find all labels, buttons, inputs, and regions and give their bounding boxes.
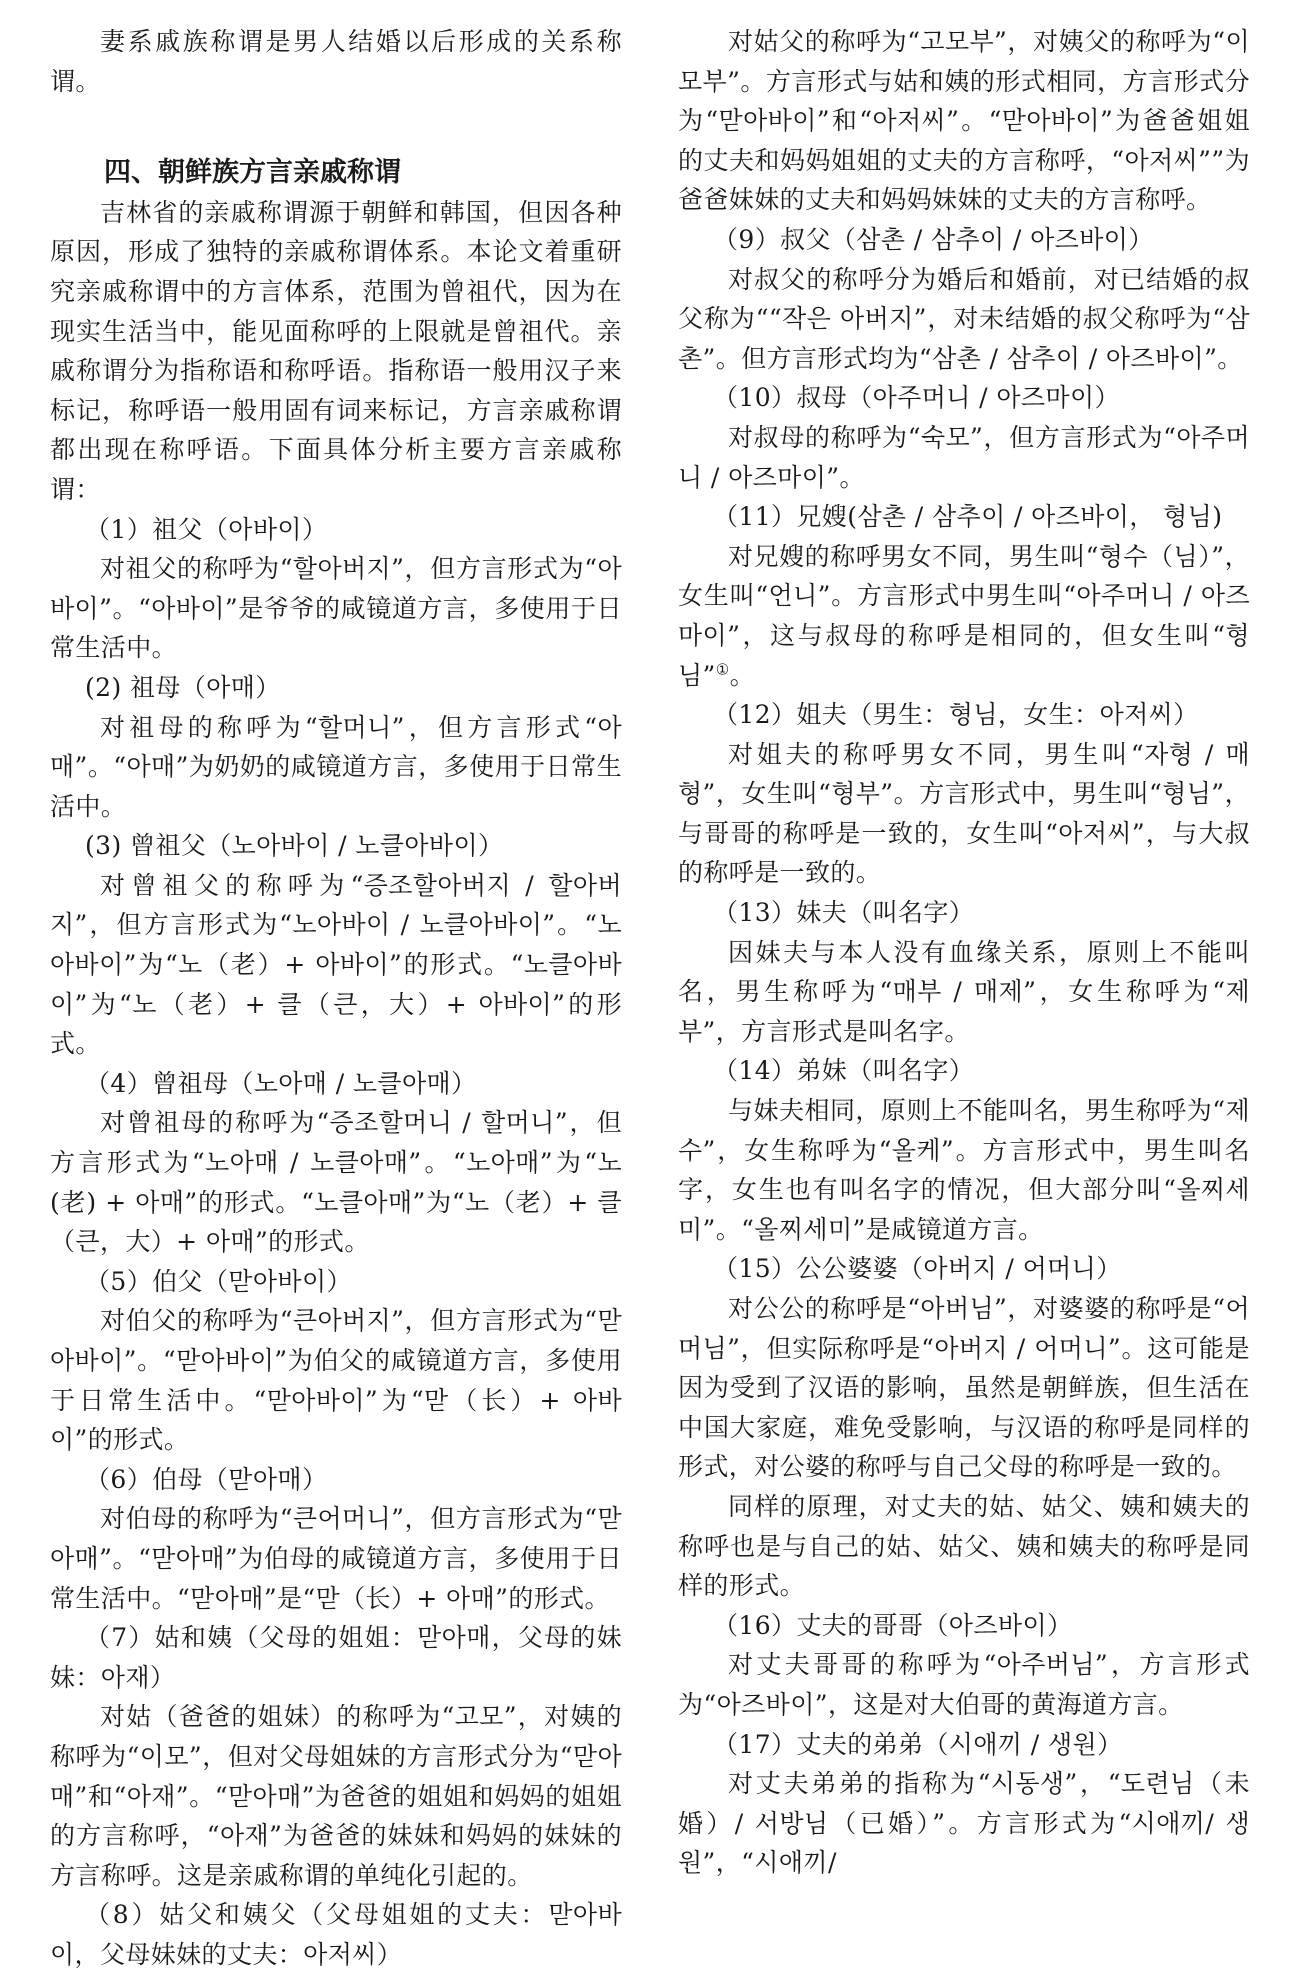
intro-paragraph: 妻系戚族称谓是男人结婚以后形成的关系称谓。 <box>50 27 622 96</box>
item-text-8: 对姑父的称呼为“고모부”，对姨父的称呼为“이모부”。方言形式与姑和姨的形式相同，方言形式分为“맏아바이”和“아저씨”。“맏아바이”为爸爸姐姐的丈夫和妈妈姐姐的丈夫的方言称呼，“아저씨””为爸爸妹妹的丈夫和妈妈妹妹的丈夫的方言称呼。 <box>678 27 1250 215</box>
item-text-3: 对曾祖父的称呼为“증조할아버지 / 할아버지”，但方言形式为“노아바이 / 노클아바이”。“노아바이”为“노（老）+ 아바이”的形式。“노클아바이”为“노（老）+ 클（큰，大）+ 아바이”的形式。 <box>50 870 622 1059</box>
item-text-11-end: 。 <box>729 660 755 690</box>
item-text-14: 与妹夫相同，原则上不能叫名，男生称呼为“제수”，女生称呼为“올케”。方言形式中，男生叫名字，女生也有叫名字的情况，但大部分叫“올찌세미”。“올찌세미”是咸镜道方言。 <box>678 1096 1250 1244</box>
item-text-11 <box>678 537 1250 695</box>
left-column <box>50 22 622 1975</box>
item-heading-5: （5）伯父（맏아바이） <box>85 1266 352 1296</box>
item-heading-1: （1）祖父（아바이） <box>85 514 328 544</box>
item-heading-14: （14）弟妹（叫名字） <box>713 1056 975 1086</box>
item-heading-16: （16）丈夫的哥哥（아즈바이） <box>713 1610 1073 1640</box>
item-text-11-body: 对兄嫂的称呼男女不同，男生叫“형수（님）”，女生叫“언니”。方言形式中男生叫“아주머니 / 아즈마이”，这与叔母的称呼是相同的，但女生叫“형님” <box>678 541 1250 690</box>
item-heading-11: （11）兄嫂(삼촌 / 삼추이 / 아즈바이， 형님) <box>713 502 1223 532</box>
item-text-15: 对公公的称呼是“아버님”，对婆婆的称呼是“어머님”，但实际称呼是“아버지 / 어머니”。这可能是因为受到了汉语的影响，虽然是朝鲜族，但生活在中国大家庭，难免受影响，与汉语的称呼是同样的形式，对公婆的称呼与自己父母的称呼是一致的。 <box>678 1294 1250 1482</box>
item-heading-9: （9）叔父（삼촌 / 삼추이 / 아즈바이） <box>713 224 1154 254</box>
footnote-marker: ① <box>715 660 730 679</box>
item-text-13: 因妹夫与本人没有血缘关系，原则上不能叫名，男生称呼为“매부 / 매제”，女生称呼为“제부”，方言形式是叫名字。 <box>678 937 1250 1046</box>
right-column <box>678 22 1250 1883</box>
item-text-12: 对姐夫的称呼男女不同，男生叫“자형 / 매형”，女生叫“형부”。方言形式中，男生叫“형님”，与哥哥的称呼是一致的，女生叫“아저씨”，与大叔的称呼是一致的。 <box>678 739 1250 888</box>
section-heading: 四、朝鲜族方言亲戚称谓 <box>104 157 401 189</box>
item-text-16: 对丈夫哥哥的称呼为“아주버님”，方言形式为“아즈바이”，这是对大伯哥的黄海道方言。 <box>678 1650 1250 1719</box>
item-text-10: 对叔母的称呼为“숙모”，但方言形式为“아주머니 / 아즈마이”。 <box>678 422 1250 492</box>
item-heading-2: (2) 祖母（아매） <box>85 672 281 702</box>
item-heading-8: （8）姑父和姨父（父母姐姐的丈夫：맏아바이，父母妹妹的丈夫：아저씨） <box>50 1900 622 1969</box>
item-heading-7: （7）姑和姨（父母的姐姐：맏아매，父母的妹妹：아재） <box>50 1623 622 1692</box>
item-text-5: 对伯父的称呼为“큰아버지”，但方言形式为“맏아바이”。“맏아바이”为伯父的咸镜道方言，多使用于日常生活中。“맏아바이”为“맏（长）+ 아바이”的形式。 <box>50 1306 622 1455</box>
item-text-2: 对祖母的称呼为“할머니”，但方言形式“아매”。“아매”为奶奶的咸镜道方言，多使用于日常生活中。 <box>50 712 622 821</box>
item-heading-15: （15）公公婆婆（아버지 / 어머니） <box>713 1254 1122 1284</box>
item-heading-12: （12）姐夫（男生：형님，女生：아저씨） <box>713 700 1199 730</box>
item-heading-17: （17）丈夫的弟弟（시애끼 / 생원） <box>713 1729 1123 1759</box>
item-text-4: 对曾祖母的称呼为“증조할머니 / 할머니”，但方言形式为“노아매 / 노클아매”。“노아매”为“노(老) + 아매”的形式。“노클아매”为“노（老）+ 클（큰，大）+ 아매”的形式。 <box>50 1108 622 1257</box>
item-text-1: 对祖父的称呼为“할아버지”，但方言形式为“아바이”。“아바이”是爷爷的咸镜道方言，多使用于日常生活中。 <box>50 554 622 663</box>
item-heading-10: （10）叔母（아주머니 / 아즈마이） <box>713 383 1120 413</box>
item-text-9: 对叔父的称呼分为婚后和婚前，对已结婚的叔父称为““작은 아버지”，对未结婚的叔父称呼为“삼촌”。但方言形式均为“삼촌 / 삼추이 / 아즈바이”。 <box>678 264 1250 373</box>
item-heading-13: （13）妹夫（叫名字） <box>713 898 975 928</box>
item-heading-4: （4）曾祖母（노아매 / 노클아매） <box>85 1068 477 1098</box>
item-heading-3: (3) 曾祖父（노아바이 / 노클아바이） <box>85 831 504 861</box>
item-text-6: 对伯母的称呼为“큰어머니”，但方言形式为“맏아매”。“맏아매”为伯母的咸镜道方言，多使用于日常生活中。“맏아매”是“맏（长）+ 아매”的形式。 <box>50 1504 622 1613</box>
section-intro-paragraph: 吉林省的亲戚称谓源于朝鲜和韩国，但因各种原因，形成了独特的亲戚称谓体系。本论文着重研究亲戚称谓中的方言体系，范围为曾祖代，因为在现实生活当中，能见面称呼的上限就是曾祖代。亲戚称谓分为指称语和称呼语。指称语一般用汉子来标记，称呼语一般用固有词来标记，方言亲戚称谓都出现在称呼语。下面具体分析主要方言亲戚称谓： <box>50 197 622 504</box>
item-text-7: 对姑（爸爸的姐妹）的称呼为“고모”，对姨的称呼为“이모”，但对父母姐妹的方言形式分为“맏아매”和“아재”。“맏아매”为爸爸的姐姐和妈妈的姐姐的方言称呼，“아재”为爸爸的妹妹和妈妈的妹妹的方言称呼。这是亲戚称谓的单纯化引起的。 <box>50 1702 622 1890</box>
item-text-17: 对丈夫弟弟的指称为“시동생”，“도련님（未婚）/ 서방님（已婚）”。方言形式为“시애끼/ 생원”，“시애끼/ <box>678 1769 1250 1878</box>
item-heading-6: （6）伯母（맏아매） <box>85 1464 328 1494</box>
item-text-15b: 同样的原理，对丈夫的姑、姑父、姨和姨夫的称呼也是与自己的姑、姑父、姨和姨夫的称呼是同样的形式。 <box>678 1491 1250 1601</box>
